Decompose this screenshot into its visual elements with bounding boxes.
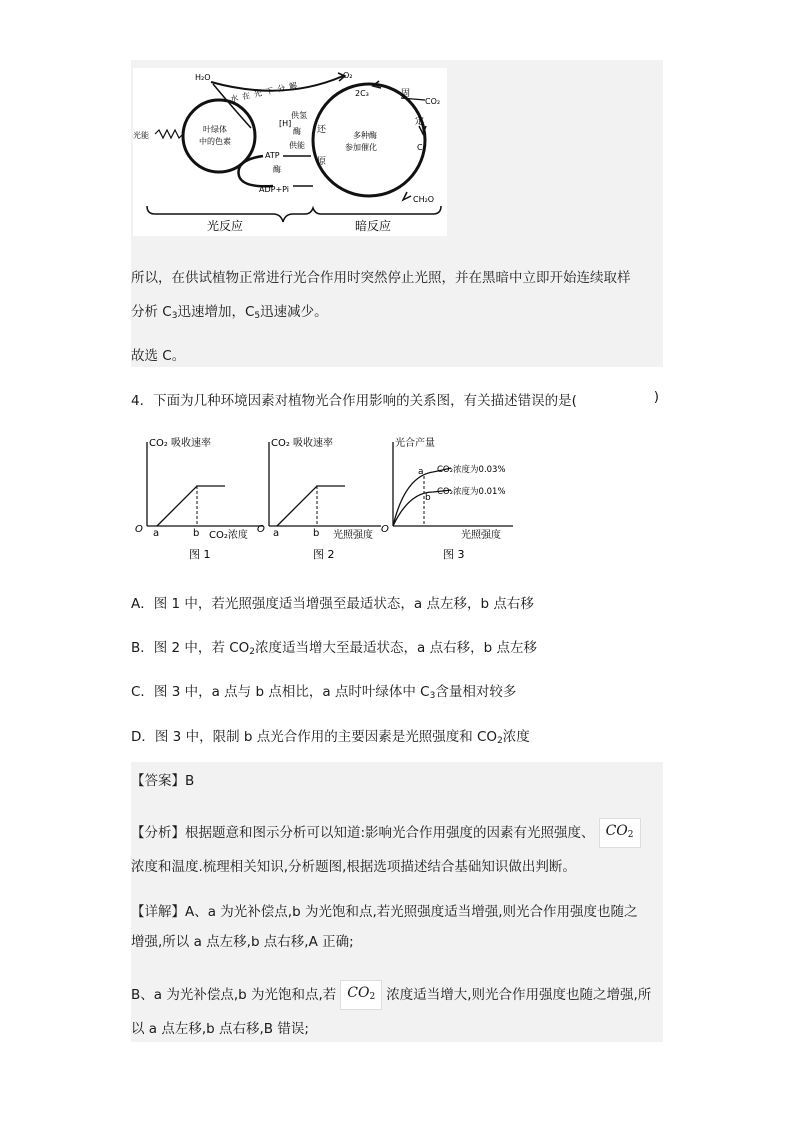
photosynthesis-diagram [133,68,447,236]
c5-label: C₅ [417,143,426,152]
analysis-line-1: 【分析】根据题意和图示分析可以知道:影响光合作用强度的因素有光照强度、 $CO_2$ [131,818,645,848]
dark-reaction-label: 暗反应 [355,219,392,233]
enzymes-label-1: 多种酶 [353,131,377,140]
fig2-b: b [313,528,320,539]
option-b: B．图 2 中，若 $CO_2$浓度适当增大至最适状态，a 点右移，b 点左移 [131,640,537,657]
fig3-series2: CO₂浓度为0.01% [437,487,506,497]
question-figures [133,436,533,564]
supply-energy-label: 供能 [289,141,305,150]
supply-h-label: 供氢 [291,111,307,120]
fig3-b: b [425,493,431,503]
fix-label-1: 固 [401,89,411,99]
light-reaction-label: 光反应 [207,219,244,233]
fig3-ylabel: 光合产量 [395,438,435,449]
reduce-label-1: 还 [317,125,327,135]
chloroplast-label-1: 叶绿体 [203,125,227,134]
fig1-a: a [153,528,160,539]
detail-b-line-2: 以 a 点左移,b 点右移,B 错误; [131,1021,309,1037]
prev-answer-line-1: 所以，在供试植物正常进行光合作用时突然停止光照，并在黑暗中立即开始连续取样 [131,270,631,286]
fig2-caption: 图 2 [313,548,335,561]
ch2o-label: CH₂O [413,195,435,204]
fig1-ylabel: CO₂ 吸收速率 [149,438,212,449]
figure-3 [381,436,513,561]
detail-line-1: 【详解】A、a 为光补偿点,b 为光饱和点,若光照强度适当增强,则光合作用强度也随之 [131,904,638,920]
enzyme-2-label: 酶 [273,165,281,174]
fig3-origin: O [381,524,389,535]
fig3-xlabel: 光照强度 [461,530,501,541]
analysis-line-2: 浓度和温度.梳理相关知识,分析题图,根据选项描述结合基础知识做出判断。 [131,859,576,875]
figure-2 [257,436,381,561]
chloroplast-label-2: 中的色素 [199,137,231,146]
o2-label: O₂ [343,71,353,80]
answer-label: 【答案】B [131,773,195,789]
option-d: D．图 3 中，限制 b 点光合作用的主要因素是光照强度和 $CO_2$浓度 [131,729,530,746]
fig1-xlabel: CO₂浓度 [209,530,248,541]
h-label: [H] [279,119,292,128]
light-split-label: 水在光下分解 [229,80,302,104]
fig1-origin: O [135,524,143,535]
co2-formula-2: $CO_2$ [340,980,382,1010]
detail-line-2: 增强,所以 a 点左移,b 点右移,A 正确; [131,934,354,950]
reduce-label-2: 原 [317,157,327,167]
atp-label: ATP [265,151,280,160]
light-energy-label: 光能 [133,131,149,140]
prev-answer-line-2: 分析 $C_3$迅速增加，$C_5$迅速减少。 [131,304,328,321]
option-c: C．图 3 中，a 点与 b 点相比，a 点时叶绿体中 $C_3$含量相对较多 [131,684,517,701]
fig2-origin: O [257,524,265,535]
figure-1 [135,436,263,561]
h2o-label: H₂O [195,73,211,82]
co2-label: CO₂ [425,97,441,106]
adp-label: ADP+Pi [259,185,290,194]
detail-b-line-1: B、a 为光补偿点,b 为光饱和点,若 $CO_2$ 浓度适当增大,则光合作用强度也随之增强,所 [131,980,651,1010]
fig3-a: a [418,467,424,477]
fix-label-2: 定 [415,117,425,127]
fig3-caption: 图 3 [443,548,465,561]
enzyme-1-label: 酶 [293,127,301,136]
enzymes-label-2: 参加催化 [345,143,377,152]
prev-answer-choice: 故选 C。 [131,348,186,364]
question-stem: 4．下面为几种环境因素对植物光合作用影响的关系图，有关描述错误的是( ) [131,389,659,409]
fig3-series1: CO₂浓度为0.03% [437,465,506,475]
fig1-b: b [193,528,200,539]
option-a: A．图 1 中，若光照强度适当增强至最适状态，a 点左移，b 点右移 [131,596,534,612]
co2-formula: $CO_2$ [599,818,641,848]
c3-label: 2C₃ [355,89,369,98]
fig2-a: a [273,528,280,539]
fig2-ylabel: CO₂ 吸收速率 [271,438,334,449]
fig1-caption: 图 1 [189,548,211,561]
fig2-xlabel: 光照强度 [333,530,373,541]
